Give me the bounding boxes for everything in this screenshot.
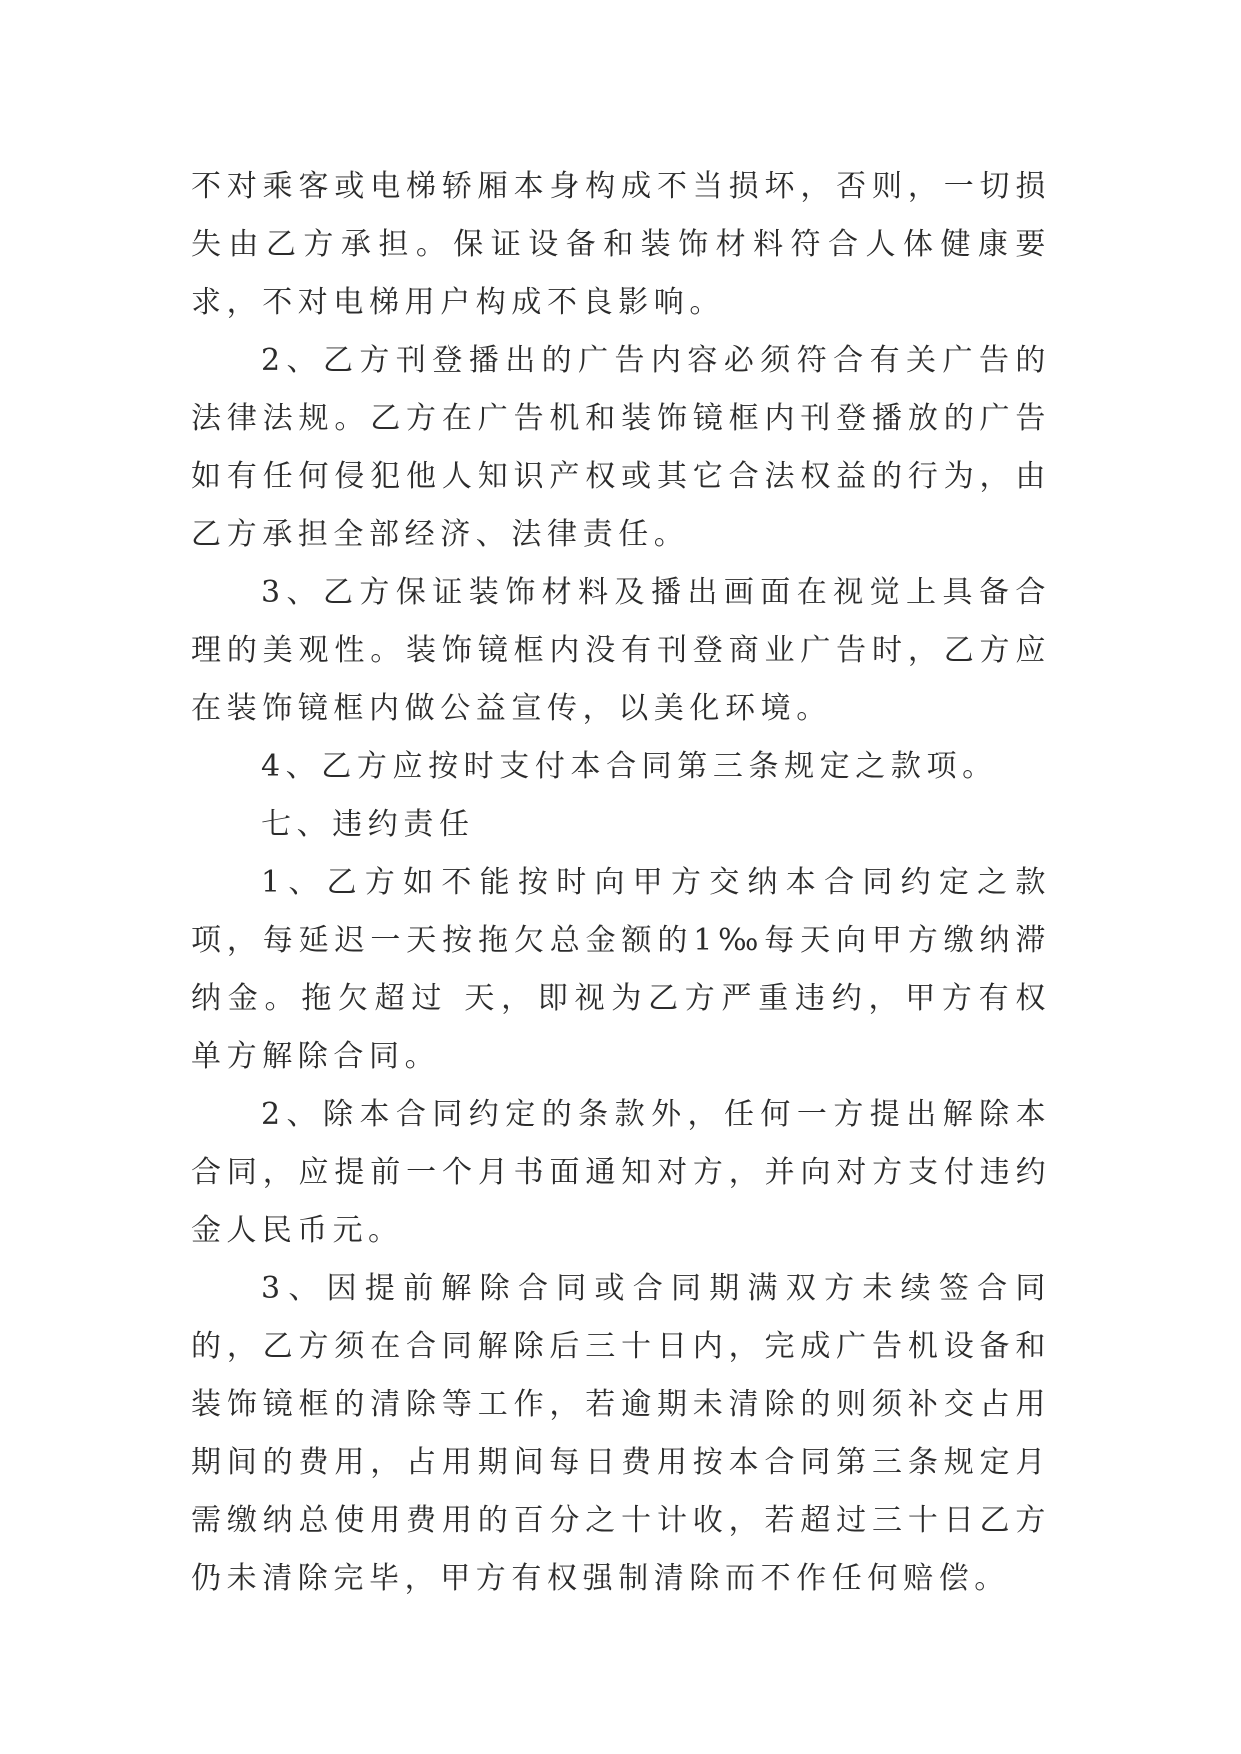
paragraph-continued: 不对乘客或电梯轿厢本身构成不当损坏，否则，一切损失由乙方承担。保证设备和装饰材料符合人体健康要求，不对电梯用户构成不良影响。 bbox=[191, 169, 1051, 320]
paragraph-item-4: 4、乙方应按时支付本合同第三条规定之款项。 bbox=[261, 749, 998, 784]
paragraph-breach-1: 1、乙方如不能按时向甲方交纳本合同约定之款项，每延迟一天按拖欠总金额的1‰每天向甲方缴纳滞纳金。拖欠超过 天，即视为乙方严重违约，甲方有权单方解除合同。 bbox=[191, 865, 1051, 1074]
paragraph-item-3: 3、乙方保证装饰材料及播出画面在视觉上具备合理的美观性。装饰镜框内没有刊登商业广告时，乙方应在装饰镜框内做公益宣传，以美化环境。 bbox=[191, 575, 1051, 726]
paragraph-item-2: 2、乙方刊登播出的广告内容必须符合有关广告的法律法规。乙方在广告机和装饰镜框内刊登播放的广告如有任何侵犯他人知识产权或其它合法权益的行为，由乙方承担全部经济、法律责任。 bbox=[191, 343, 1051, 552]
paragraph-breach-3: 3、因提前解除合同或合同期满双方未续签合同的，乙方须在合同解除后三十日内，完成广告机设备和装饰镜框的清除等工作，若逾期未清除的则须补交占用期间的费用，占用期间每日费用按本合同第三条规定月需缴纳总使用费用的百分之十计收，若超过三十日乙方仍未清除完毕，甲方有权强制清除而不作任何赔偿。 bbox=[191, 1271, 1051, 1596]
document-body bbox=[191, 158, 1051, 1608]
paragraph-breach-2: 2、除本合同约定的条款外，任何一方提出解除本合同，应提前一个月书面通知对方，并向对方支付违约金人民币元。 bbox=[191, 1097, 1051, 1248]
section-heading-breach-liability: 七、违约责任 bbox=[261, 807, 475, 842]
